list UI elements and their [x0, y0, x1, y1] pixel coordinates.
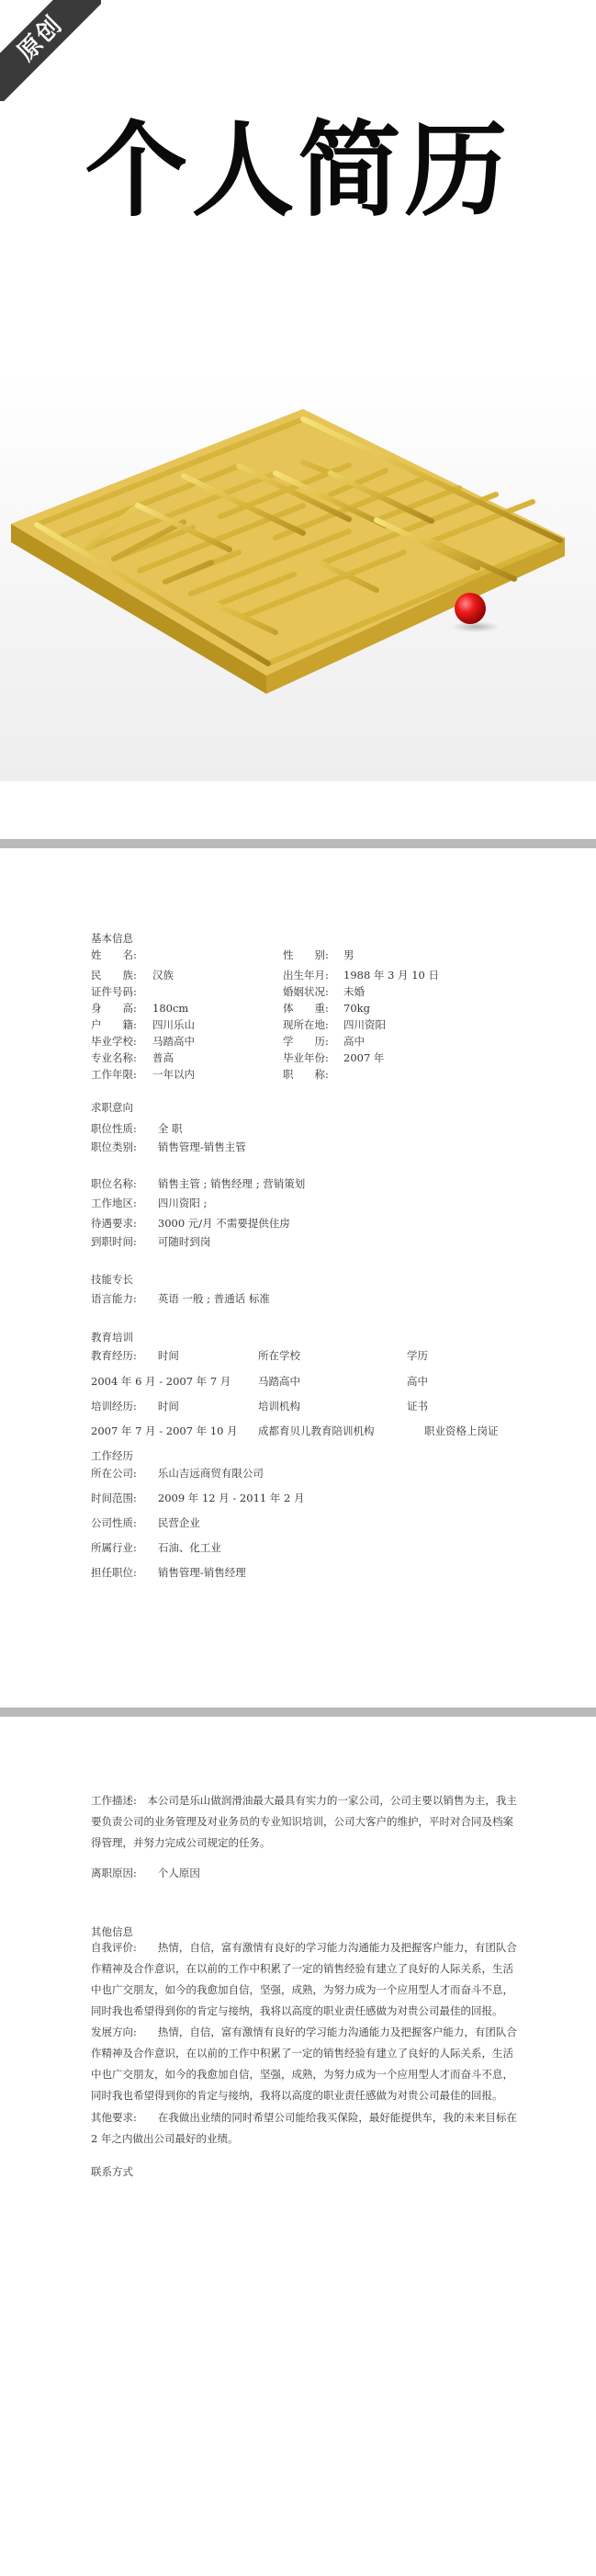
intent-salary: 待遇要求: 3000 元/月 不需要提供住房: [91, 1217, 290, 1230]
red-ball: [455, 593, 486, 624]
id-label: 证件号码:: [91, 985, 137, 998]
basic-info-heading: 基本信息: [91, 932, 133, 945]
major-label: 专业名称:: [91, 1051, 137, 1064]
skills-heading: 技能专长: [91, 1273, 133, 1286]
leave-reason: 离职原因: 个人原因: [91, 1867, 200, 1879]
contact-heading: 联系方式: [91, 2165, 133, 2178]
marital-label: 婚姻状况:: [283, 985, 329, 998]
hukou-label: 户 籍:: [91, 1018, 137, 1031]
work-description: 工作描述: 本公司是乐山做润滑油最大最具有实力的一家公司，公司主要以销售为主，我主要负责公司的业务管理及对业务员的专业知识培训，公司大客户的维护，平时对合同及档案得管理，并努力完成公司规定的任务。: [91, 1794, 517, 1849]
maze-illustration: [0, 368, 596, 781]
ethnicity-value: 汉族: [152, 969, 174, 982]
corner-badge: [0, 0, 101, 101]
marital-value: 未婚: [343, 985, 365, 998]
train-header-time: 培训经历: 时间: [91, 1400, 179, 1413]
edu-header-school: 所在学校: [258, 1349, 300, 1362]
gender-value: 男: [343, 948, 354, 961]
edu-label: 学 历:: [283, 1035, 329, 1048]
intent-heading: 求职意向: [91, 1101, 133, 1114]
work-company: 所在公司: 乐山吉远商贸有限公司: [91, 1467, 264, 1480]
intent-position: 职位名称: 销售主管 ; 销售经理 ; 营销策划: [91, 1177, 306, 1190]
gradyear-label: 毕业年份:: [283, 1051, 329, 1064]
skills-language: 语言能力: 英语 一般 ; 普通话 标准: [91, 1292, 270, 1305]
development-direction: 发展方向: 热情，自信，富有激情有良好的学习能力沟通能力及把握客户能力，有团队合作精神及合作意识，在以前的工作中积累了一定的销售经验有建立了良好的人际关系，生活中也广交朋友，如今的我愈加自信，坚强，成熟，为努力成为一个应用型人才而奋斗不息，同时我也希望得到你的肯定与接纳，我将以高度的职业责任感做为对贵公司最佳的回报。: [91, 2026, 517, 2102]
train-row-cert: 职业资格上岗证: [424, 1424, 499, 1437]
train-row-time: 2007 年 7 月 - 2007 年 10 月: [91, 1424, 238, 1437]
workyears-value: 一年以内: [152, 1068, 195, 1081]
intent-arrival: 到职时间: 可随时到岗: [91, 1235, 211, 1248]
work-nature: 公司性质: 民营企业: [91, 1516, 200, 1529]
edu-header-time: 教育经历: 时间: [91, 1349, 179, 1362]
page-title: 个人简历: [84, 111, 512, 231]
other-heading: 其他信息: [91, 1925, 133, 1938]
workyears-label: 工作年限:: [91, 1068, 137, 1081]
intent-area: 工作地区: 四川资阳 ;: [91, 1197, 208, 1209]
page-separator: [0, 839, 596, 848]
train-row-org: 成都育贝儿教育陪训机构: [258, 1424, 375, 1437]
weight-label: 体 重:: [283, 1002, 329, 1015]
edu-row-degree: 高中: [407, 1375, 428, 1388]
hukou-value: 四川乐山: [152, 1018, 195, 1031]
maze-graphic: [0, 368, 596, 781]
height-value: 180cm: [152, 1002, 189, 1015]
gender-label: 性 别:: [283, 948, 329, 961]
train-header-cert: 证书: [407, 1400, 428, 1413]
name-label: 姓 名:: [91, 948, 137, 961]
school-value: 马踏高中: [152, 1035, 195, 1048]
edu-value: 高中: [343, 1035, 365, 1048]
ethnicity-label: 民 族:: [91, 969, 137, 982]
self-evaluation: 自我评价: 热情，自信，富有激情有良好的学习能力沟通能力及把握客户能力，有团队合作精神及合作意识，在以前的工作中积累了一定的销售经验有建立了良好的人际关系，生活中也广交朋友，如今的我愈加自信，坚强，成熟，为努力成为一个应用型人才而奋斗不息，同时我也希望得到你的肯定与接纳，我将以高度的职业责任感做为对贵公司最佳的回报。: [91, 1941, 517, 2017]
birth-label: 出生年月:: [283, 969, 329, 982]
title-label: 职 称:: [283, 1068, 329, 1081]
education-heading: 教育培训: [91, 1331, 133, 1344]
edu-row-time: 2004 年 6 月 - 2007 年 7 月: [91, 1375, 231, 1388]
work-industry: 所属行业: 石油、化工业: [91, 1541, 221, 1554]
birth-value: 1988 年 3 月 10 日: [343, 969, 439, 982]
school-label: 毕业学校:: [91, 1035, 137, 1048]
work-role: 担任职位: 销售管理-销售经理: [91, 1566, 246, 1579]
major-value: 普高: [152, 1051, 174, 1064]
page-separator: [0, 1708, 596, 1717]
residence-value: 四川资阳: [343, 1018, 386, 1031]
residence-label: 现所在地:: [283, 1018, 329, 1031]
edu-row-school: 马踏高中: [258, 1375, 300, 1388]
edu-header-degree: 学历: [407, 1349, 428, 1362]
other-requirements: 其他要求: 在我做出业绩的同时希望公司能给我买保险，最好能提供车，我的未来目标在 2 年之内做出公司最好的业绩。: [91, 2111, 517, 2145]
train-header-org: 培训机构: [258, 1400, 300, 1413]
gradyear-value: 2007 年: [343, 1051, 385, 1064]
work-period: 时间范围: 2009 年 12 月 - 2011 年 2 月: [91, 1492, 305, 1504]
weight-value: 70kg: [343, 1002, 370, 1015]
height-label: 身 高:: [91, 1002, 137, 1015]
maze-body: [11, 409, 565, 694]
work-heading: 工作经历: [91, 1449, 133, 1462]
intent-category: 职位类别: 销售管理-销售主管: [91, 1140, 246, 1153]
intent-nature: 职位性质: 全 职: [91, 1122, 183, 1135]
original-badge: 原创: [0, 0, 101, 101]
